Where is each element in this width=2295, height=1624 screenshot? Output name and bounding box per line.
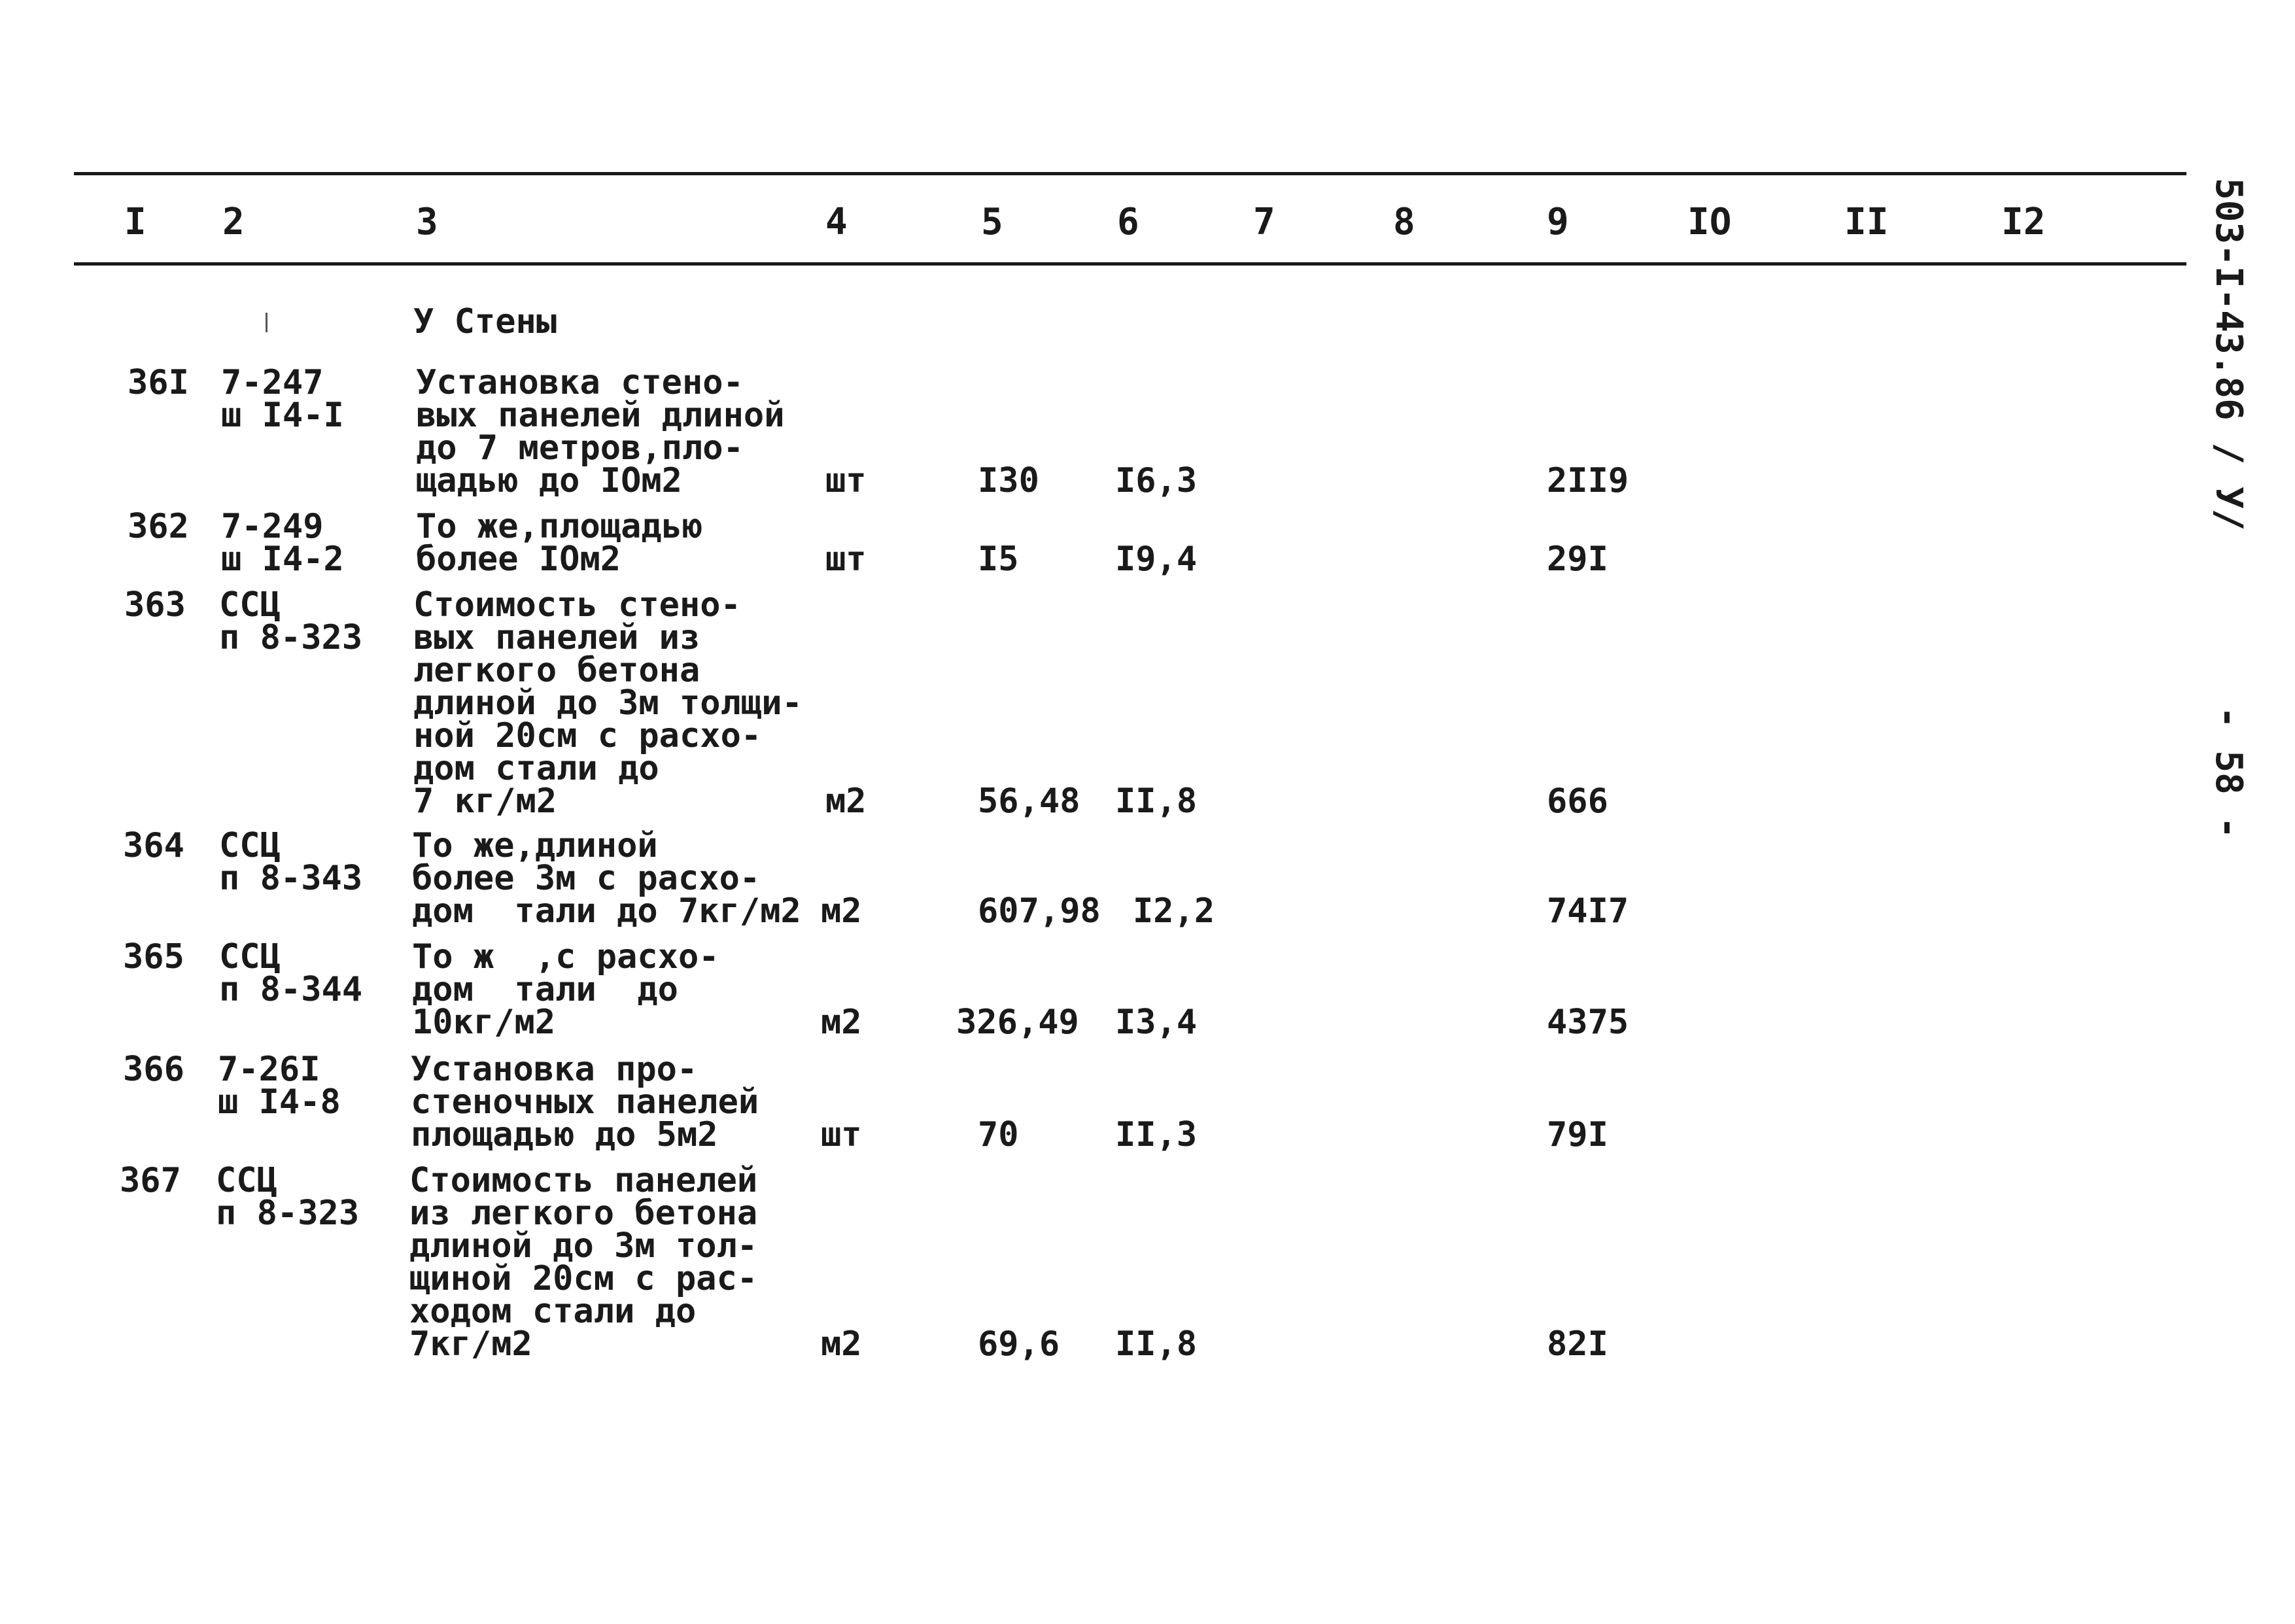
norm-code: ССЦ (216, 1161, 277, 1200)
unit: шт (821, 1115, 862, 1154)
norm-code: ш I4-8 (218, 1082, 341, 1122)
quantity: 326,49 (956, 1003, 1079, 1042)
col-header-6: 6 (1117, 201, 1139, 243)
quantity: 69,6 (978, 1324, 1060, 1364)
unit: м2 (821, 1324, 862, 1364)
section-title: У Стены (413, 302, 557, 341)
norm-code: ш I4-I (221, 396, 344, 435)
unit-price: I2,2 (1133, 891, 1215, 931)
quantity: 607,98 (978, 891, 1101, 931)
total-cost: 4375 (1547, 1003, 1629, 1042)
work-description: дом тали до 7кг/м2 (412, 891, 801, 931)
top-rule (74, 172, 2186, 175)
unit-price: II,8 (1115, 782, 1198, 821)
work-description: дом стали до (413, 749, 659, 788)
unit: м2 (821, 891, 862, 931)
work-description: ходом стали до (409, 1292, 697, 1331)
work-description: То ж ,с расхо- (412, 937, 719, 976)
work-description: Стоимость стено- (413, 585, 741, 625)
work-description: ной 20см с расхо- (413, 716, 762, 755)
work-description: более 3м с расхо- (412, 859, 761, 898)
col-header-1: I (124, 201, 147, 243)
norm-code: п 8-343 (219, 859, 363, 898)
work-description: 10кг/м2 (412, 1003, 556, 1042)
col-header-3: 3 (416, 201, 438, 243)
work-description: длиной до 3м тол- (409, 1226, 758, 1266)
norm-code: 7-247 (221, 363, 324, 402)
work-description: 7 кг/м2 (413, 782, 557, 821)
work-description: Установка стено- (416, 363, 744, 402)
work-description: стеночных панелей (411, 1082, 759, 1122)
work-description: до 7 метров,пло- (416, 428, 744, 468)
col-header-8: 8 (1393, 201, 1415, 243)
norm-code: 7-26I (218, 1050, 320, 1089)
col-header-10: IO (1687, 201, 1732, 243)
work-description: площадью до 5м2 (411, 1115, 718, 1154)
work-description: То же,длиной (412, 826, 658, 865)
work-description: То же,площадью (416, 507, 703, 546)
stray-mark (266, 313, 267, 332)
quantity: 70 (978, 1115, 1019, 1154)
total-cost: 74I7 (1547, 891, 1629, 931)
norm-code: ССЦ (219, 826, 281, 865)
col-header-5: 5 (981, 201, 1003, 243)
unit-price: I6,3 (1115, 461, 1198, 500)
document-code: 503-І-43.86 / У/ (2207, 178, 2250, 531)
quantity: I30 (978, 461, 1039, 500)
work-description: 7кг/м2 (409, 1324, 532, 1364)
work-description: длиной до 3м толщи- (413, 683, 802, 723)
total-cost: 79I (1547, 1115, 1608, 1154)
col-header-7: 7 (1253, 201, 1275, 243)
work-description: щиной 20см с рас- (409, 1259, 758, 1298)
row-number: 36I (128, 363, 189, 402)
work-description: более IОм2 (416, 540, 621, 579)
quantity: 56,48 (978, 782, 1080, 821)
norm-code: ш I4-2 (221, 540, 344, 579)
norm-code: п 8-344 (219, 970, 363, 1009)
work-description: из легкого бетона (409, 1194, 758, 1233)
total-cost: 29I (1547, 540, 1608, 579)
total-cost: 2II9 (1547, 461, 1629, 500)
col-header-2: 2 (222, 201, 245, 243)
unit: м2 (825, 782, 867, 821)
unit: м2 (821, 1003, 862, 1042)
col-header-9: 9 (1547, 201, 1569, 243)
work-description: дом тали до (412, 970, 678, 1009)
unit-price: I3,4 (1115, 1003, 1198, 1042)
norm-code: ССЦ (219, 585, 281, 625)
unit: шт (825, 461, 867, 500)
row-number: 362 (128, 507, 189, 546)
work-description: вых панелей из (413, 618, 700, 657)
col-header-4: 4 (825, 201, 848, 243)
col-header-11: II (1844, 201, 1889, 243)
work-description: щадью до IОм2 (416, 461, 682, 500)
work-description: вых панелей длиной (416, 396, 785, 435)
norm-code: п 8-323 (216, 1194, 360, 1233)
unit-price: I9,4 (1115, 540, 1198, 579)
work-description: Установка про- (411, 1050, 698, 1089)
work-description: Стоимость панелей (409, 1161, 758, 1200)
row-number: 366 (123, 1050, 184, 1089)
unit-price: II,3 (1115, 1115, 1198, 1154)
header-rule (74, 262, 2186, 266)
quantity: I5 (978, 540, 1019, 579)
work-description: легкого бетона (413, 651, 700, 690)
unit-price: II,8 (1115, 1324, 1198, 1364)
row-number: 363 (124, 585, 186, 625)
page-number: - 58 - (2207, 706, 2250, 839)
norm-code: 7-249 (221, 507, 324, 546)
row-number: 367 (120, 1161, 181, 1200)
norm-code: п 8-323 (219, 618, 363, 657)
unit: шт (825, 540, 867, 579)
row-number: 365 (123, 937, 184, 976)
norm-code: ССЦ (219, 937, 281, 976)
total-cost: 666 (1547, 782, 1608, 821)
col-header-12: I2 (2001, 201, 2046, 243)
row-number: 364 (123, 826, 184, 865)
total-cost: 82I (1547, 1324, 1608, 1364)
